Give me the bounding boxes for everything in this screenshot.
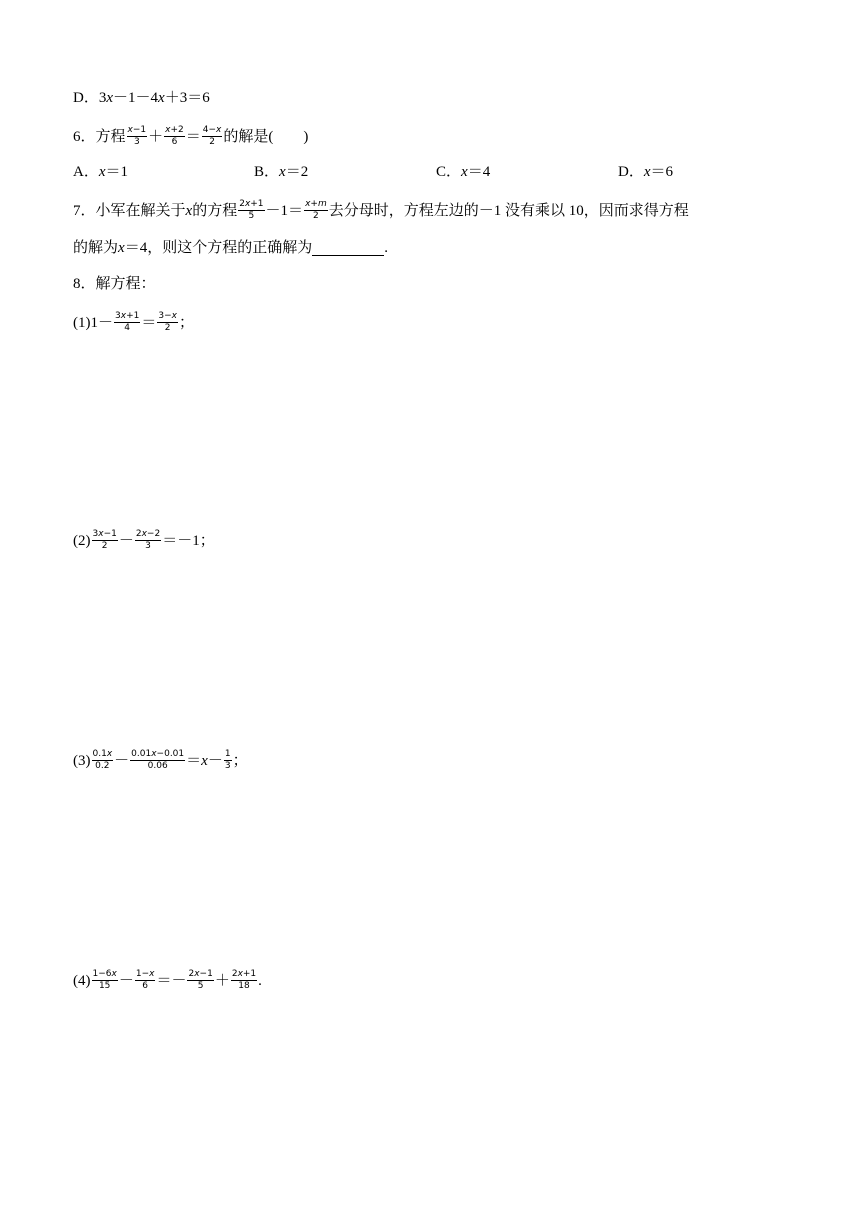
q8-part-1: (1)1－ $\frac{3x+1}{4}$ ＝ $\frac{3-x}{2}$ ； (73, 311, 194, 333)
q6-fraction-2: $\frac{x+2}{6}$ (165, 125, 184, 147)
q7-answer-blank[interactable] (312, 241, 384, 256)
q6-fraction-1: $\frac{x-1}{3}$ (127, 125, 147, 147)
q6-option-c[interactable]: C．x＝4 (436, 164, 491, 180)
q8-1-fraction-1: $\frac{3x+1}{4}$ (115, 311, 140, 333)
q7-stem-line-1: 7．小军在解关于 x 的方程 $\frac{2x+1}{5}$ －1＝ $\frac{x+m}{2}$ 去分母时，方程左边的－1 没有乘以 10，因而求得方程 (73, 199, 689, 221)
q8-4-fraction-2: $\frac{1-x}{6}$ (135, 969, 155, 991)
q7-fraction-1: $\frac{2x+1}{5}$ (239, 199, 264, 221)
q8-4-fraction-4: $\frac{2x+1}{18}$ (231, 969, 257, 991)
q8-part-2: (2) $\frac{3x-1}{2}$ － $\frac{2x-2}{3}$ ＝－1； (73, 529, 215, 551)
q6-option-b[interactable]: B．x＝2 (254, 164, 309, 180)
q8-title: 8．解方程： (73, 276, 156, 292)
q8-part-3: (3) $\frac{0.1x}{0.2}$ － $\frac{0.01x-0.01}{0.06}$ ＝ x － $\frac{1}{3}$ ； (73, 749, 248, 771)
q8-2-fraction-2: $\frac{2x-2}{3}$ (135, 529, 161, 551)
q7-stem-line-2: 的解为 x ＝4，则这个方程的正确解为 . (73, 240, 388, 256)
q8-1-fraction-2: $\frac{3-x}{2}$ (158, 311, 177, 333)
q8-3-fraction-3: $\frac{1}{3}$ (224, 749, 231, 771)
q6-stem: 6．方程 $\frac{x-1}{3}$ ＋ $\frac{x+2}{6}$ ＝ $\frac{4-x}{2}$ 的解是( ) (73, 125, 309, 147)
q8-3-fraction-1: $\frac{0.1x}{0.2}$ (92, 749, 113, 771)
q7-fraction-2: $\frac{x+m}{2}$ (305, 199, 327, 221)
q8-part-4: (4) $\frac{1-6x}{15}$ － $\frac{1-x}{6}$ ＝－ $\frac{2x-1}{5}$ ＋ $\frac{2x+1}{18}$ . (73, 969, 262, 991)
q8-4-fraction-3: $\frac{2x-1}{5}$ (188, 969, 213, 991)
q8-4-fraction-1: $\frac{1-6x}{15}$ (92, 969, 117, 991)
q6-option-d[interactable]: D．x＝6 (618, 164, 674, 180)
q8-3-fraction-2: $\frac{0.01x-0.01}{0.06}$ (131, 749, 185, 771)
q8-2-fraction-1: $\frac{3x-1}{2}$ (92, 529, 117, 551)
q6-fraction-3: $\frac{4-x}{2}$ (202, 125, 222, 147)
q6-option-a[interactable]: A．x＝1 (73, 164, 129, 180)
q5-option-d: D． 3 x －1－4 x ＋3＝6 (73, 90, 210, 106)
